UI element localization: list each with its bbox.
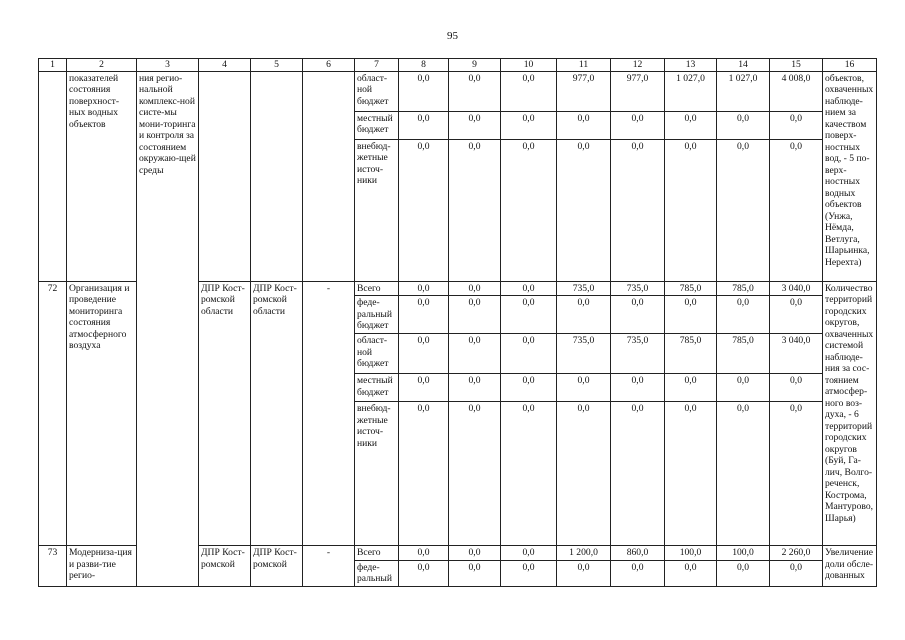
value-cell: 735,0	[557, 334, 611, 374]
value-cell: 785,0	[717, 334, 770, 374]
value-cell: 0,0	[717, 560, 770, 586]
coexecutor	[251, 71, 303, 281]
value-cell: 735,0	[611, 334, 665, 374]
value-cell: 1 027,0	[665, 71, 717, 111]
header-cell: 7	[355, 59, 399, 72]
value-cell: 100,0	[665, 546, 717, 561]
header-cell: 1	[39, 59, 67, 72]
funding-source: местный бюджет	[355, 111, 399, 139]
indicator-text: Количество территорий городских округов, охваченных системой наблюде-ния за сос-тоянием атмосфер-ного воз-духа, - 6 территорий городских округов (Буй, Га-лич, Волго-реченск, Кострома, Мантурово, Шарья)	[823, 281, 877, 546]
value-cell: 0,0	[717, 296, 770, 334]
value-cell: 0,0	[449, 334, 501, 374]
value-cell: 100,0	[717, 546, 770, 561]
value-cell: 0,0	[665, 139, 717, 281]
funding-source: Всего	[355, 546, 399, 561]
value-cell: 785,0	[717, 281, 770, 296]
value-cell: 0,0	[557, 296, 611, 334]
value-cell: 0,0	[399, 111, 449, 139]
program-name: ния регио-нальной комплекс-ной систе-мы мони-торинга и контроля за состоянием окружаю-щей среды	[137, 71, 199, 586]
header-cell: 13	[665, 59, 717, 72]
table-row	[39, 71, 877, 111]
value-cell: 0,0	[557, 402, 611, 546]
value-cell: 3 040,0	[770, 281, 823, 296]
value-cell: 0,0	[665, 296, 717, 334]
value-cell: 0,0	[399, 546, 449, 561]
activity-name: показателей состояния поверхност-ных водных объектов	[67, 71, 137, 281]
value-cell: 860,0	[611, 546, 665, 561]
value-cell: 0,0	[449, 71, 501, 111]
header-cell: 8	[399, 59, 449, 72]
header-cell: 3	[137, 59, 199, 72]
value-cell: 0,0	[665, 560, 717, 586]
value-cell: 0,0	[449, 402, 501, 546]
value-cell: 0,0	[399, 281, 449, 296]
term	[303, 71, 355, 281]
value-cell: 0,0	[399, 560, 449, 586]
value-cell: 0,0	[501, 546, 557, 561]
value-cell: 0,0	[611, 139, 665, 281]
value-cell: 0,0	[449, 111, 501, 139]
header-cell: 10	[501, 59, 557, 72]
funding-source: област-ной бюджет	[355, 71, 399, 111]
value-cell: 0,0	[449, 374, 501, 402]
value-cell: 0,0	[611, 111, 665, 139]
value-cell: 0,0	[399, 139, 449, 281]
value-cell: 0,0	[501, 560, 557, 586]
row-number: 72	[39, 281, 67, 546]
activity-name: Модерниза-ция и разви-тие регио-	[67, 546, 137, 587]
term: -	[303, 546, 355, 587]
value-cell: 0,0	[611, 560, 665, 586]
value-cell: 0,0	[501, 71, 557, 111]
value-cell: 735,0	[611, 281, 665, 296]
header-cell: 5	[251, 59, 303, 72]
value-cell: 735,0	[557, 281, 611, 296]
value-cell: 1 200,0	[557, 546, 611, 561]
value-cell: 0,0	[501, 281, 557, 296]
value-cell: 0,0	[399, 374, 449, 402]
value-cell: 0,0	[770, 111, 823, 139]
value-cell: 0,0	[449, 281, 501, 296]
header-cell: 6	[303, 59, 355, 72]
executor: ДПР Кост-ромской	[199, 546, 251, 587]
activity-name: Организация и проведение мониторинга состояния атмосферного воздуха	[67, 281, 137, 546]
page-number: 95	[447, 30, 458, 42]
value-cell: 0,0	[611, 296, 665, 334]
value-cell: 0,0	[399, 334, 449, 374]
value-cell: 0,0	[501, 334, 557, 374]
indicator-text: Увеличение доли обсле-дованных	[823, 546, 877, 587]
header-cell: 15	[770, 59, 823, 72]
funding-source: внебюд-жетные источ-ники	[355, 139, 399, 281]
value-cell: 0,0	[770, 374, 823, 402]
funding-source: феде-ральный бюджет	[355, 296, 399, 334]
value-cell: 0,0	[665, 402, 717, 546]
value-cell: 0,0	[449, 296, 501, 334]
value-cell: 1 027,0	[717, 71, 770, 111]
header-cell: 2	[67, 59, 137, 72]
value-cell: 0,0	[557, 111, 611, 139]
value-cell: 2 260,0	[770, 546, 823, 561]
value-cell: 0,0	[501, 402, 557, 546]
funding-source: феде-ральный	[355, 560, 399, 586]
value-cell: 3 040,0	[770, 334, 823, 374]
header-cell: 16	[823, 59, 877, 72]
value-cell: 0,0	[665, 374, 717, 402]
value-cell: 0,0	[399, 402, 449, 546]
funding-source: местный бюджет	[355, 374, 399, 402]
value-cell: 0,0	[501, 111, 557, 139]
header-cell: 4	[199, 59, 251, 72]
value-cell: 0,0	[449, 139, 501, 281]
value-cell: 0,0	[770, 560, 823, 586]
funding-source: Всего	[355, 281, 399, 296]
value-cell: 0,0	[717, 402, 770, 546]
funding-source: внебюд-жетные источ-ники	[355, 402, 399, 546]
header-row	[39, 59, 877, 72]
value-cell: 0,0	[501, 374, 557, 402]
header-cell: 11	[557, 59, 611, 72]
value-cell: 4 008,0	[770, 71, 823, 111]
value-cell: 0,0	[449, 560, 501, 586]
coexecutor: ДПР Кост-ромской области	[251, 281, 303, 546]
value-cell: 0,0	[665, 111, 717, 139]
value-cell: 0,0	[399, 71, 449, 111]
header-cell: 14	[717, 59, 770, 72]
header-cell: 12	[611, 59, 665, 72]
value-cell: 0,0	[717, 374, 770, 402]
value-cell: 0,0	[399, 296, 449, 334]
value-cell: 0,0	[449, 546, 501, 561]
value-cell: 0,0	[717, 111, 770, 139]
value-cell: 977,0	[557, 71, 611, 111]
coexecutor: ДПР Кост-ромской	[251, 546, 303, 587]
budget-table	[38, 58, 877, 587]
value-cell: 0,0	[557, 560, 611, 586]
term: -	[303, 281, 355, 546]
funding-source: област-ной бюджет	[355, 334, 399, 374]
header-cell: 9	[449, 59, 501, 72]
value-cell: 0,0	[611, 374, 665, 402]
value-cell: 0,0	[717, 139, 770, 281]
value-cell: 0,0	[501, 139, 557, 281]
row-number: 73	[39, 546, 67, 587]
value-cell: 785,0	[665, 334, 717, 374]
indicator-text: объектов, охваченных наблюде-нием за качеством поверх-ностных вод, - 5 по-верх-ностных водных объектов (Унжа, Нёмда, Ветлуга, Шарьинка, Нерехта)	[823, 71, 877, 281]
executor	[199, 71, 251, 281]
value-cell: 0,0	[611, 402, 665, 546]
value-cell: 0,0	[557, 139, 611, 281]
value-cell: 0,0	[557, 374, 611, 402]
value-cell: 0,0	[770, 296, 823, 334]
value-cell: 0,0	[770, 139, 823, 281]
value-cell: 977,0	[611, 71, 665, 111]
value-cell: 0,0	[501, 296, 557, 334]
executor: ДПР Кост-ромской области	[199, 281, 251, 546]
value-cell: 0,0	[770, 402, 823, 546]
row-number	[39, 71, 67, 281]
value-cell: 785,0	[665, 281, 717, 296]
